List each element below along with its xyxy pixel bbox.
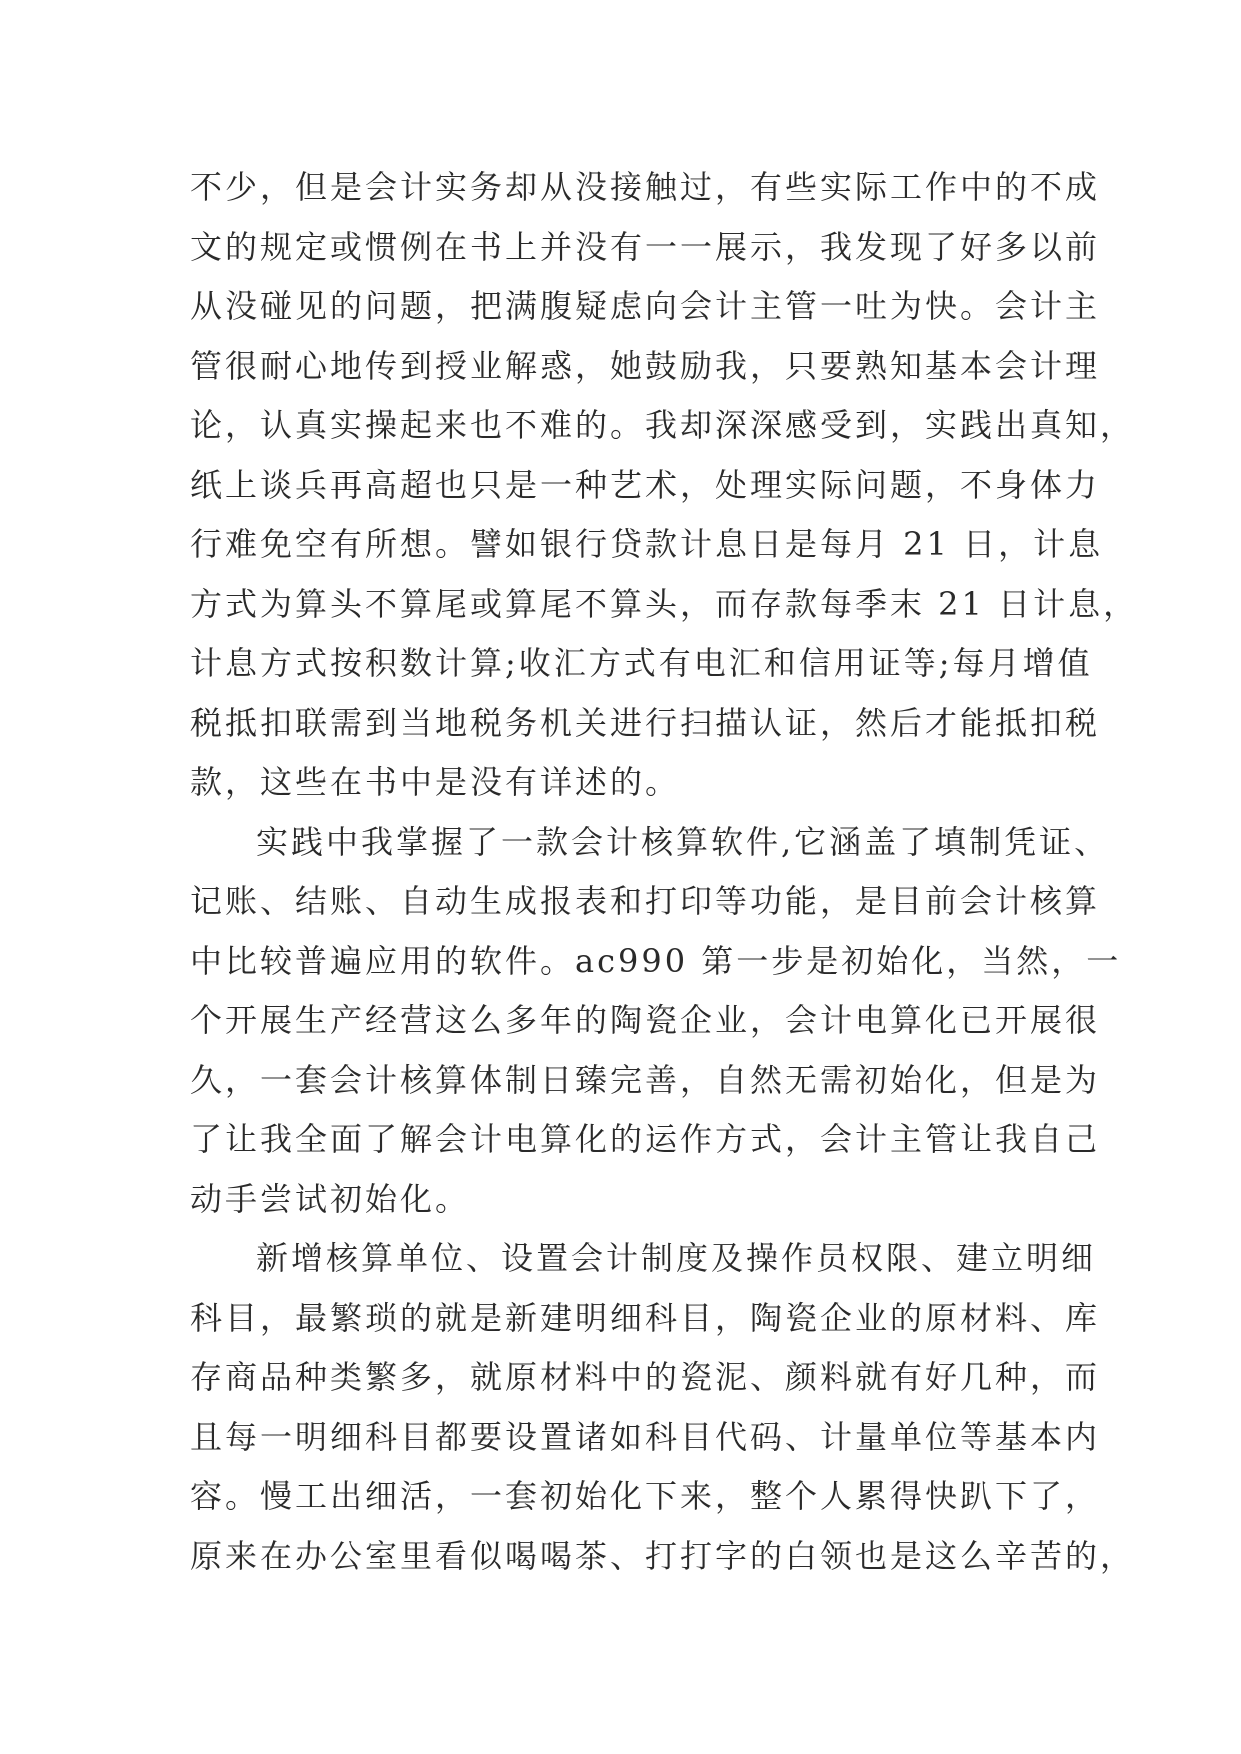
text-line: 纸上谈兵再高超也只是一种艺术，处理实际问题，不身体力 [190,465,1101,504]
text-line: 中比较普遍应用的软件。ac990 第一步是初始化，当然，一 [190,941,1122,980]
body-text [190,158,1139,1586]
paragraph [190,813,1122,1230]
text-line: 记账、结账、自动生成报表和打印等功能，是目前会计核算 [190,882,1101,920]
text-line: 容。慢工出细活，一套初始化下来，整个人累得快趴下了， [190,1477,1101,1515]
text-line: 动手尝试初始化。 [190,1179,471,1218]
text-line: 论，认真实操起来也不难的。我却深深感受到，实践出真知， [190,406,1136,444]
text-line: 行难免空有所想。譬如银行贷款计息日是每月 21 日，计息 [190,525,1104,563]
text-line: 了让我全面了解会计电算化的运作方式，会计主管让我自己 [190,1120,1101,1158]
text-line: 税抵扣联需到当地税务机关进行扫描认证，然后才能抵扣税 [190,703,1101,742]
text-line: 计息方式按积数计算;收汇方式有电汇和信用证等;每月增值 [190,644,1093,682]
text-line: 不少，但是会计实务却从没接触过，有些实际工作中的不成 [190,168,1101,206]
text-line: 科目，最繁琐的就是新建明细科目，陶瓷企业的原材料、库 [190,1298,1101,1337]
text-line: 新增核算单位、设置会计制度及操作员权限、建立明细 [256,1239,1097,1277]
text-line: 款，这些在书中是没有详述的。 [190,763,681,801]
text-line: 实践中我掌握了一款会计核算软件,它涵盖了填制凭证、 [256,822,1110,861]
text-line: 原来在办公室里看似喝喝茶、打打字的白领也是这么辛苦的， [190,1536,1136,1575]
text-line: 文的规定或惯例在书上并没有一一展示，我发现了好多以前 [190,227,1101,266]
paragraph [190,158,1139,813]
text-line: 且每一明细科目都要设置诸如科目代码、计量单位等基本内 [190,1417,1101,1456]
text-line: 个开展生产经营这么多年的陶瓷企业，会计电算化已开展很 [190,1001,1101,1039]
paragraph [190,1229,1136,1586]
text-line: 方式为算头不算尾或算尾不算头，而存款每季末 21 日计息， [190,584,1139,623]
text-line: 久，一套会计核算体制日臻完善，自然无需初始化，但是为 [190,1060,1101,1099]
text-line: 从没碰见的问题，把满腹疑虑向会计主管一吐为快。会计主 [190,287,1101,325]
text-line: 管很耐心地传到授业解惑，她鼓励我，只要熟知基本会计理 [190,346,1101,385]
text-line: 存商品种类繁多，就原材料中的瓷泥、颜料就有好几种，而 [190,1358,1101,1396]
